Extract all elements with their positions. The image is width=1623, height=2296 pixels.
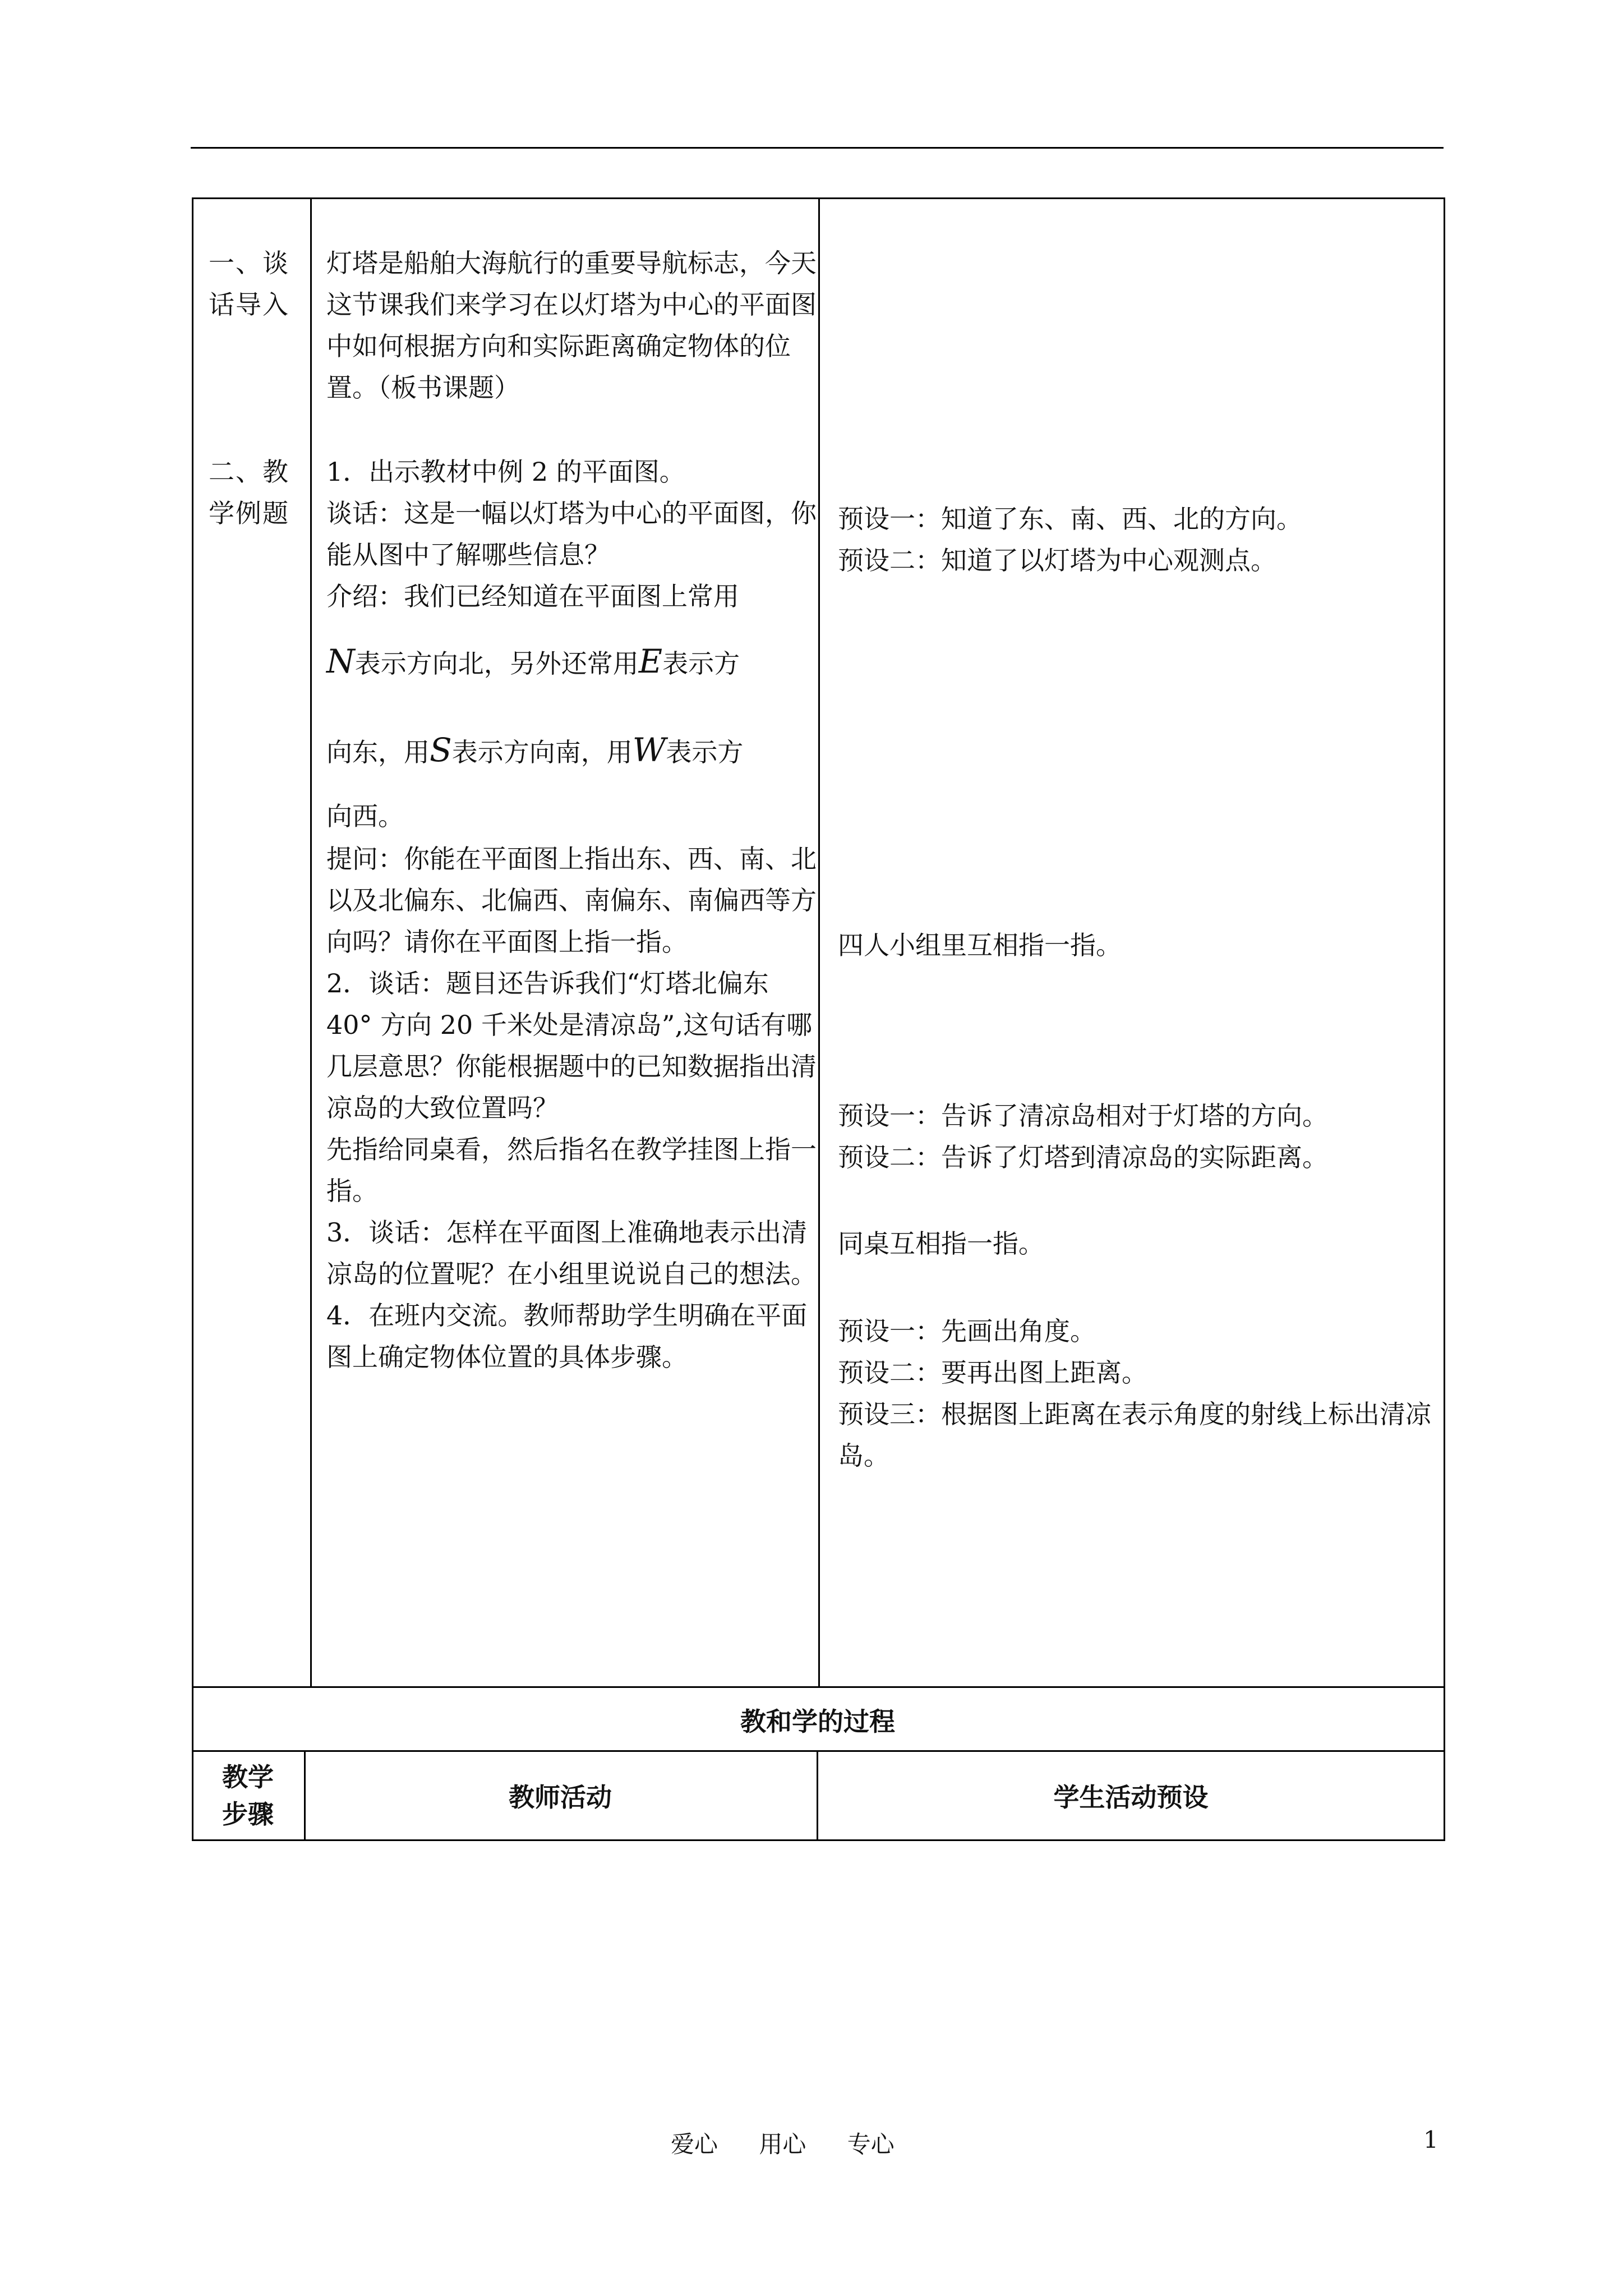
column-heading-row bbox=[192, 1750, 1444, 1839]
east-letter: E bbox=[638, 642, 663, 680]
north-letter: N bbox=[326, 642, 355, 680]
student-block-3: 预设一：告诉了清凉岛相对于灯塔的方向。 预设二：告诉了灯塔到清凉岛的实际距离。 bbox=[838, 1101, 1328, 1172]
footer-slogan: 爱心 用心 专心 bbox=[671, 2131, 895, 2158]
header-rule bbox=[191, 147, 1444, 149]
direction-line-north bbox=[326, 641, 820, 684]
teacher-questions-text: 提问：你能在平面图上指出东、西、南、北以及北偏东、北偏西、南偏东、南偏西等方向吗？请你在平面图上指一指。 2．谈话：题目还告诉我们“灯塔北偏东 40° 方向 20 千米处是清凉岛”,这句话有哪几层意思？你能根据题中的已知数据指出清凉岛的大致位置吗？ 先指给同桌看，然后指名在教学挂图上指一指。 3．谈话：怎样在平面图上准确地表示出清凉岛的位置呢？在小组里说说自己的想法。 4．在班内交流。教师帮助学生明确在平面图上确定物体位置的具体步骤。 bbox=[326, 844, 817, 1372]
student-block-2: 四人小组里互相指一指。 bbox=[838, 930, 1122, 960]
student-block-4: 同桌互相指一指。 bbox=[838, 1228, 1044, 1259]
page-number: 1 bbox=[1423, 2126, 1438, 2154]
east-text: 表示方 bbox=[662, 648, 740, 679]
teacher-column-header bbox=[304, 1752, 818, 1839]
step-label-example: 二、教学例题 bbox=[209, 457, 289, 528]
step-header-line2: 步骤 bbox=[222, 1799, 274, 1829]
teacher-item1-text: 1．出示教材中例 2 的平面图。 谈话：这是一幅以灯塔为中心的平面图，你能从图中了解哪些信息？ 介绍：我们已经知道在平面图上常用 bbox=[326, 457, 817, 611]
step-label-intro: 一、谈话导入 bbox=[209, 248, 289, 320]
direction-line-west: 向西。 bbox=[326, 801, 404, 831]
step-header-line1: 教学 bbox=[222, 1762, 274, 1792]
process-title-row bbox=[192, 1686, 1444, 1752]
student-block-1: 预设一：知道了东、南、西、北的方向。 预设二：知道了以灯塔为中心观测点。 bbox=[838, 504, 1302, 576]
student-header-label: 学生活动预设 bbox=[1053, 1782, 1209, 1812]
teacher-header-label: 教师活动 bbox=[509, 1782, 612, 1812]
process-title: 教和学的过程 bbox=[740, 1706, 895, 1737]
west-letter: W bbox=[632, 731, 666, 769]
north-text: 表示方向北，另外还常用 bbox=[354, 648, 639, 679]
west-text: 表示方 bbox=[666, 737, 744, 767]
south-letter: S bbox=[430, 731, 452, 769]
east-line-text: 向东，用 bbox=[326, 737, 430, 767]
step-column-header bbox=[192, 1752, 306, 1839]
table-column-divider-1 bbox=[310, 197, 312, 1688]
south-text: 表示方向南，用 bbox=[451, 737, 633, 767]
teacher-intro-text: 灯塔是船舶大海航行的重要导航标志，今天这节课我们来学习在以灯塔为中心的平面图中如何根据方向和实际距离确定物体的位置。（板书课题） bbox=[326, 248, 817, 403]
student-block-5: 预设一：先画出角度。 预设二：要再出图上距离。 预设三：根据图上距离在表示角度的射线上标出清凉岛。 bbox=[838, 1316, 1431, 1471]
direction-line-south bbox=[326, 729, 820, 773]
student-column-header bbox=[818, 1752, 1444, 1839]
